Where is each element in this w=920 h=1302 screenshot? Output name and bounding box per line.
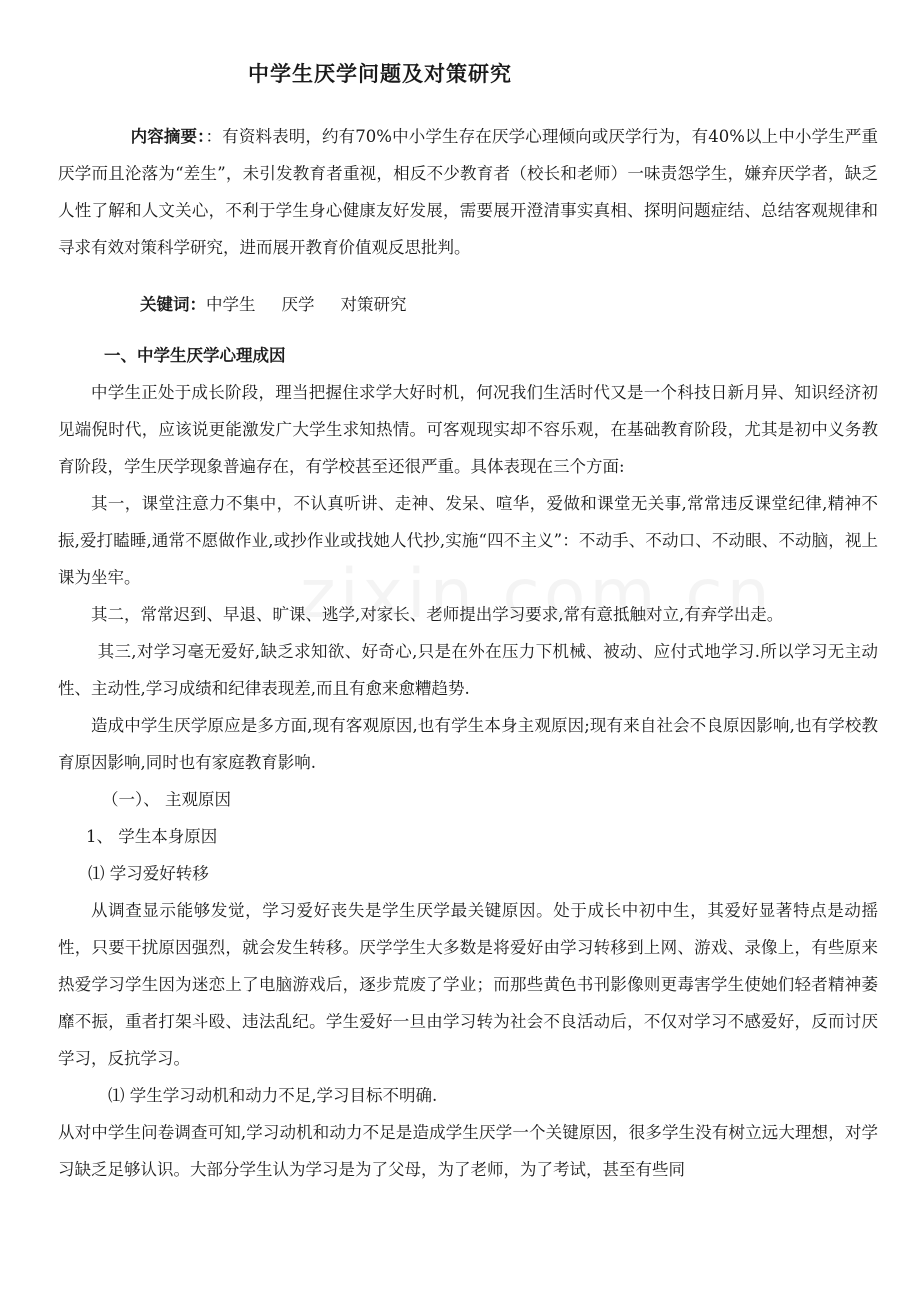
paragraph-interest: 从调查显示能够发觉，学习爱好丧失是学生厌学最关键原因。处于成长中初中生，其爱好显著特点是动摇性，只要干扰原因强烈，就会发生转移。厌学学生大多数是将爱好由学习转移到上网、游戏、录像上，有些原来热爱学习学生因为迷恋上了电脑游戏后，逐步荒废了学业；而那些黄色书刊影像则更毒害学生使她们轻者精神萎靡不振，重者打架斗殴、违法乱纪。学生爱好一旦由学习转为社会不良活动后，不仅对学习不感爱好，反而讨厌学习，反抗学习。 — [58, 901, 878, 1068]
keywords-label: 关键词： — [140, 295, 206, 314]
section-heading: 一、中学生厌学心理成因 — [104, 346, 286, 365]
paragraph-first: 其一，课堂注意力不集中，不认真听讲、走神、发呆、喧华，爱做和课堂无关事,常常违反课堂纪律,精神不振,爱打瞌睡,通常不愿做作业,或抄作业或找她人代抄,实施“四不主义”：不动手、不动口、不动眼、不动脑，视上课为坐牢。 — [58, 494, 878, 587]
subheading-interest: ⑴ 学习爱好转移 — [88, 864, 209, 883]
paragraph-second: 其二，常常迟到、早退、旷课、逃学,对家长、老师提出学习要求,常有意抵触对立,有弃学出走。 — [91, 605, 784, 624]
keyword-2: 厌学 — [281, 295, 315, 314]
keyword-3: 对策研究 — [340, 295, 407, 314]
abstract-paragraph — [58, 118, 878, 266]
paragraph-third: 其三,对学习毫无爱好,缺乏求知欲、好奇心,只是在外在压力下机械、被动、应付式地学习.所以学习无主动性、主动性,学习成绩和纪律表现差,而且有愈来愈糟趋势. — [58, 642, 878, 698]
document-title: 中学生厌学问题及对策研究 — [248, 62, 512, 86]
paragraph-causes: 造成中学生厌学原应是多方面,现有客观原因,也有学生本身主观原因;现有来自社会不良原因影响,也有学校教育原因影响,同时也有家庭教育影响. — [58, 716, 878, 772]
keywords-line — [58, 286, 878, 323]
subheading-subjective: （一）、 主观原因 — [102, 790, 231, 809]
keyword-1: 中学生 — [206, 295, 256, 314]
subheading-student: 1、 学生本身原因 — [86, 827, 218, 846]
paragraph-intro: 中学生正处于成长阶段，理当把握住求学大好时机，何况我们生活时代又是一个科技日新月异、知识经济初见端倪时代，应该说更能激发广大学生求知热情。可客观现实却不容乐观，在基础教育阶段，尤其是初中义务教育阶段，学生厌学现象普遍存在，有学校甚至还很严重。具体表现在三个方面: — [58, 383, 878, 476]
abstract-text: ：有资料表明，约有70%中小学生存在厌学心理倾向或厌学行为，有40%以上中小学生严重厌学而且沦落为“差生”，未引发教育者重视，相反不少教育者（校长和老师）一味责怨学生，嫌弃厌学者，缺乏人性了解和人文关心，不利于学生身心健康友好发展，需要展开澄清事实真相、探明问题症结、总结客观规律和寻求有效对策科学研究，进而展开教育价值观反思批判。 — [58, 127, 879, 257]
document-body — [58, 118, 878, 1188]
subheading-motivation: ⑴ 学生学习动机和动力不足,学习目标不明确. — [108, 1086, 438, 1105]
abstract-label: 内容摘要： — [130, 127, 206, 146]
paragraph-motivation: 从对中学生问卷调查可知,学习动机和动力不足是造成学生厌学一个关键原因，很多学生没有树立远大理想，对学习缺乏足够认识。大部分学生认为学习是为了父母，为了老师，为了考试，甚至有些同 — [58, 1123, 878, 1179]
